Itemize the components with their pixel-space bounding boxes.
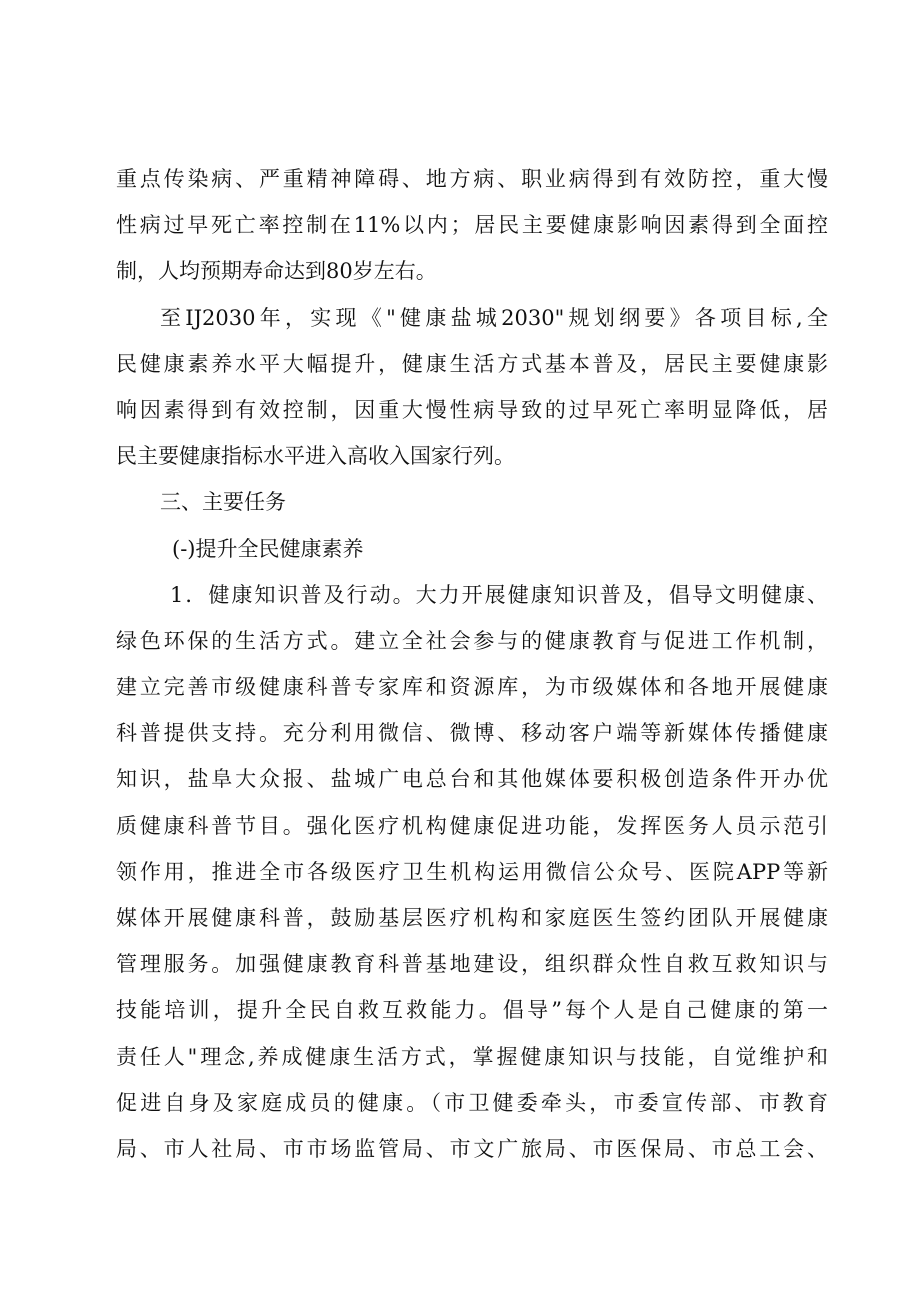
section-heading: 三、主要任务 xyxy=(160,490,286,515)
text-line: 民健康素养水平大幅提升，健康生活方式基本普及，居民主要健康影 xyxy=(116,351,828,376)
text-line: 媒体开展健康科普，鼓励基层医疗机构和家庭医生签约团队开展健康 xyxy=(116,906,828,930)
text-line: 制，人均预期寿命达到80岁左右。 xyxy=(116,259,437,284)
text-line: 绿色环保的生活方式。建立全社会参与的健康教育与促进工作机制， xyxy=(116,628,828,653)
section-heading-main-tasks xyxy=(116,479,828,525)
document-body xyxy=(116,156,828,1172)
paragraph-health-knowledge-action xyxy=(116,572,828,1172)
text-line: 促进自身及家庭成员的健康。（市卫健委牵头，市委宣传部、市教育 xyxy=(116,1090,828,1115)
subsection-heading-health-literacy xyxy=(116,526,828,572)
text-line: 领作用，推进全市各级医疗卫生机构运用微信公众号、医院APP等新 xyxy=(116,859,828,884)
text-line: 民主要健康指标水平进入高收入国家行列。 xyxy=(116,444,515,469)
text-line: 建立完善市级健康科普专家库和资源库，为市级媒体和各地开展健康 xyxy=(116,675,828,700)
text-line: 技能培训，提升全民自救互救能力。倡导”每个人是自己健康的第一 xyxy=(116,998,828,1023)
text-line: 至IJ2030年，实现《"健康盐城2030"规划纲要》各项目标,全 xyxy=(160,305,828,330)
paragraph-goals-2030 xyxy=(116,295,828,480)
text-line: 责任人"理念,养成健康生活方式，掌握健康知识与技能，自觉维护和 xyxy=(116,1044,828,1069)
text-line: 重点传染病、严重精神障碍、地方病、职业病得到有效防控，重大慢 xyxy=(116,167,828,191)
text-line: 性病过早死亡率控制在11%以内；居民主要健康影响因素得到全面控 xyxy=(116,213,828,238)
text-line: 局、市人社局、市市场监管局、市文广旅局、市医保局、市总工会、 xyxy=(116,1136,828,1161)
text-line: 管理服务。加强健康教育科普基地建设，组织群众性自救互救知识与 xyxy=(116,952,828,977)
subsection-heading: (-)提升全民健康素养 xyxy=(172,536,364,561)
text-line: 质健康科普节目。强化医疗机构健康促进功能，发挥医务人员示范引 xyxy=(116,813,828,838)
text-line: 知识，盐阜大众报、盐城广电总台和其他媒体要积极创造条件开办优 xyxy=(116,767,828,792)
text-line: 1．健康知识普及行动。大力开展健康知识普及，倡导文明健康、 xyxy=(170,582,828,607)
paragraph-goals-2022 xyxy=(116,156,828,295)
text-line: 科普提供支持。充分利用微信、微博、移动客户端等新媒体传播健康 xyxy=(116,721,828,746)
text-line: 响因素得到有效控制，因重大慢性病导致的过早死亡率明显降低，居 xyxy=(116,397,828,422)
